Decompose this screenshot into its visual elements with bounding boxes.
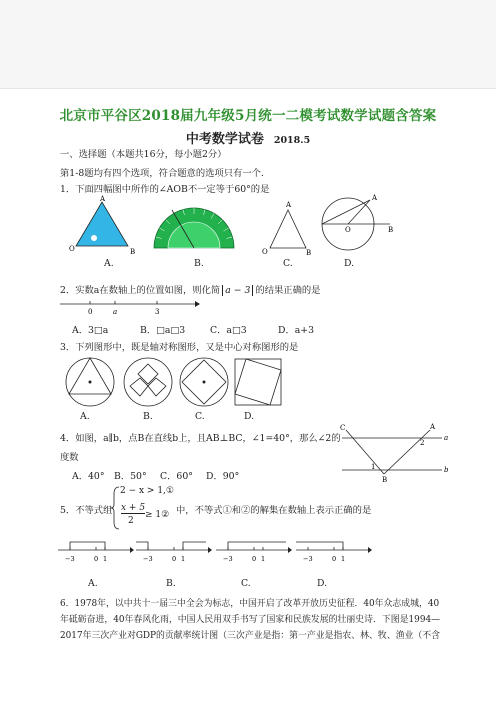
q5-option-d[interactable]: D.: [317, 578, 328, 589]
q1c-label-b: B: [306, 249, 312, 257]
q2-tick-a: a: [113, 308, 118, 316]
q3-figure-b: [122, 356, 174, 408]
q5d-tick-1: 1: [341, 555, 346, 563]
q5a-tick-1: 1: [103, 555, 108, 563]
section-heading: 一、选择题（本题共16分，每小题2分）: [60, 149, 227, 160]
q4-label-angle2: 2: [420, 439, 425, 447]
q5-text-pre: 5．不等式组: [60, 505, 113, 516]
q2-tick-3: 3: [155, 308, 160, 316]
q1a-label-a: A: [100, 195, 106, 203]
q1d-label-o: O: [345, 226, 351, 234]
subtitle-text: 中考数学试卷: [185, 132, 264, 147]
q1a-center-dot: [91, 235, 97, 241]
q5-inequality-2-rhs: ≥ 1②: [145, 510, 170, 520]
q3-option-b[interactable]: B.: [143, 411, 153, 422]
q1-figure-c: [262, 196, 312, 257]
q3-option-d[interactable]: D.: [244, 411, 255, 422]
q5a-tick-neg3: −3: [65, 555, 75, 563]
q4-label-c: C: [340, 424, 346, 432]
q1d-label-b: B: [388, 226, 394, 234]
q1-option-d[interactable]: D.: [344, 258, 355, 269]
q1-figure-a: [69, 195, 144, 256]
q5d-tick-neg3: −3: [303, 555, 313, 563]
q1a-triangle: [76, 202, 128, 246]
q5b-tick-neg3: −3: [143, 555, 153, 563]
q5-text-post: 中，不等式①和②的解集在数轴上表示正确的是: [176, 505, 372, 516]
exam-subtitle: [0, 128, 496, 147]
q5b-tick-1: 1: [181, 555, 186, 563]
q5c-tick-0: 0: [252, 555, 257, 563]
q4-option-d[interactable]: D．90°: [206, 471, 240, 482]
q2-option-a[interactable]: A．3□a: [72, 325, 109, 336]
q6-text-line2: 年砥砺奋进，40年春风化雨，中国人民用双手书写了国家和民族发展的壮丽史诗．下图是1994—: [60, 615, 441, 625]
q2-option-d[interactable]: D．a+3: [278, 325, 314, 336]
q5-option-b[interactable]: B.: [166, 578, 176, 589]
q5-option-c[interactable]: C.: [241, 578, 251, 589]
q1c-label-a: A: [286, 201, 292, 209]
q4-label-b: B: [382, 476, 388, 484]
q4-option-c[interactable]: C．60°: [160, 471, 193, 482]
q5-inequality-2-numerator: x + 5: [121, 503, 146, 513]
exam-year: 2018.5: [273, 135, 311, 146]
q1-option-b[interactable]: B.: [194, 258, 204, 269]
q5-option-a[interactable]: A.: [88, 578, 98, 589]
q5b-tick-0: 0: [172, 555, 177, 563]
q4-option-a[interactable]: A．40°: [72, 471, 105, 482]
q6-text-line1: 6．1978年，以中共十一届三中全会为标志，中国开启了改革开放历史征程．40年众志成城，40: [60, 599, 440, 609]
q2-text-pre: 2．实数a在数轴上的位置如图，则化简: [60, 285, 221, 296]
q6-text-line3: 2017年三次产业对GDP的贡献率统计图（三次产业是指：第一产业是指农、林、牧、渔业（不含: [60, 631, 441, 641]
q3-figure-c: [178, 356, 230, 408]
q3-figure-d: [232, 356, 284, 408]
q2-text-post: 的结果正确的是: [255, 285, 321, 296]
q1a-label-b: B: [130, 248, 136, 256]
q5-number-line-c: [216, 538, 292, 564]
q5-inequality-2-denominator: 2: [128, 516, 134, 526]
q3-figure-a: [64, 356, 116, 408]
q4-label-a: A: [430, 423, 436, 431]
q5d-tick-0: 0: [332, 555, 337, 563]
q2-text: [60, 282, 320, 296]
q1c-triangle: [270, 210, 306, 248]
q2-option-b[interactable]: B．□a□3: [140, 325, 186, 336]
q3-text: 3．下列图形中，既是轴对称图形，又是中心对称图形的是: [60, 342, 299, 353]
q2-number-line: [60, 296, 200, 318]
q5-number-line-a: [58, 538, 134, 564]
q2-option-c[interactable]: C．a□3: [210, 325, 247, 336]
q1-text: 1．下面四幅图中所作的∠AOB不一定等于60°的是: [60, 184, 270, 195]
q4-label-line-a: a: [444, 434, 449, 442]
q4-figure: [338, 424, 448, 484]
q2-abs-expr: a − 3: [222, 285, 253, 296]
q4-text-line1: 4．如图，a∥b，点B在直线b上，且AB⊥BC，∠1=40°，那么∠2的: [60, 433, 341, 444]
page-top-banner: [0, 0, 496, 89]
document-title: 北京市平谷区2018届九年级5月统一二模考试数学试题含答案: [59, 108, 437, 124]
q5c-tick-1: 1: [261, 555, 266, 563]
q5a-tick-0: 0: [94, 555, 99, 563]
q1c-label-o: O: [262, 248, 268, 256]
q1-option-c[interactable]: C.: [283, 258, 293, 269]
q1a-label-o: O: [69, 245, 75, 253]
q5-number-line-d: [296, 538, 372, 564]
q1d-label-a: A: [372, 194, 378, 202]
q1-option-a[interactable]: A.: [104, 258, 114, 269]
q4-label-line-b: b: [444, 466, 449, 474]
q1-figure-b: [150, 204, 240, 252]
q3-option-a[interactable]: A.: [80, 411, 90, 422]
q1-figure-d: [318, 194, 394, 256]
q5-inequality-1: 2 − x > 1,①: [120, 486, 174, 496]
q4-option-b[interactable]: B．50°: [114, 471, 147, 482]
section-instruction: 第1-8题均有四个选项，符合题意的选项只有一个.: [60, 168, 264, 179]
q5c-tick-neg3: −3: [223, 555, 233, 563]
q4-label-angle1: 1: [371, 463, 376, 471]
q5-number-line-b: [136, 538, 212, 564]
q2-tick-0: 0: [88, 308, 93, 316]
q4-text-line2: 度数: [60, 452, 79, 463]
q3-option-c[interactable]: C.: [195, 411, 205, 422]
